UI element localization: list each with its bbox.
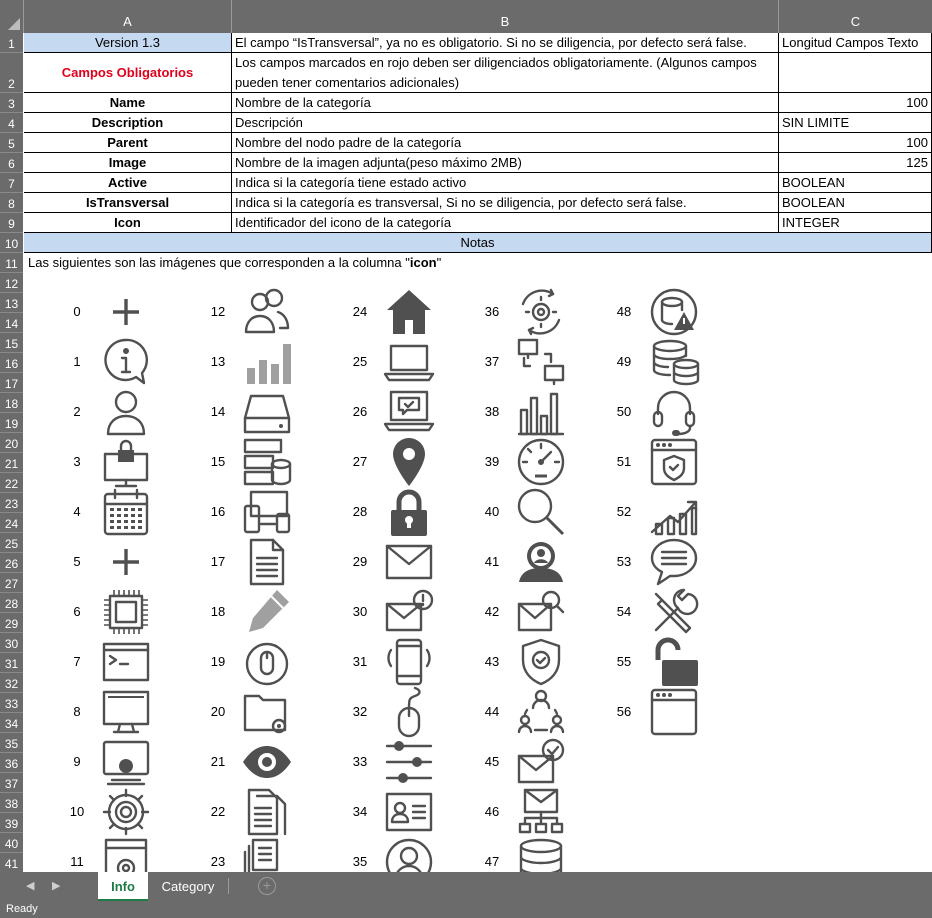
- field-length-cell[interactable]: 125: [779, 153, 932, 173]
- icon-number-label: 2: [73, 404, 81, 419]
- home-icon: [383, 286, 435, 338]
- icon-number-label: 18: [210, 604, 226, 619]
- icon-number-label: 31: [352, 654, 368, 669]
- envelope-alert-icon: [383, 586, 435, 638]
- cell-a11[interactable]: [24, 253, 824, 273]
- icon-number-label: 20: [210, 704, 226, 719]
- speedometer-icon: [515, 436, 567, 488]
- field-length-cell[interactable]: INTEGER: [779, 213, 932, 233]
- icon-number-label: 24: [352, 304, 368, 319]
- row-header[interactable]: 39: [0, 813, 23, 833]
- icon-number-label: 17: [210, 554, 226, 569]
- icon-number-label: 16: [210, 504, 226, 519]
- icon-number-label: 41: [484, 554, 500, 569]
- row-header[interactable]: 38: [0, 793, 23, 813]
- icon-number-label: 26: [352, 404, 368, 419]
- mail-network-icon: [515, 786, 567, 838]
- icon-number-label: 8: [73, 704, 81, 719]
- row-header[interactable]: 35: [0, 733, 23, 753]
- icon-number-label: 46: [484, 804, 500, 819]
- field-description-cell[interactable]: Indica si la categoría es transversal, Si no se diligencia, por defecto será false.: [232, 193, 779, 213]
- row-header[interactable]: 1: [0, 33, 23, 53]
- column-header-c[interactable]: C: [850, 14, 861, 29]
- field-name-cell[interactable]: Active: [24, 173, 232, 193]
- row-header[interactable]: 4: [0, 113, 23, 133]
- scroll-right-icon[interactable]: ▶: [52, 880, 61, 892]
- row-header[interactable]: 11: [0, 253, 23, 273]
- icon-number-label: 7: [73, 654, 81, 669]
- eye-icon: [241, 736, 293, 788]
- icon-number-label: 19: [210, 654, 226, 669]
- row-header[interactable]: 17: [0, 373, 23, 393]
- field-name-cell[interactable]: Name: [24, 93, 232, 113]
- browser-shield-icon: [648, 436, 700, 488]
- icon-number-label: 11: [70, 854, 84, 869]
- hard-drive-icon: [241, 386, 293, 438]
- row-header[interactable]: 19: [0, 413, 23, 433]
- folder-gear-icon: [241, 686, 293, 738]
- laptop-chat-icon: [383, 386, 435, 438]
- icon-number-label: 0: [73, 304, 81, 319]
- icon-number-label: 30: [352, 604, 368, 619]
- map-pin-icon: [383, 436, 435, 488]
- icon-number-label: 44: [484, 704, 500, 719]
- row-header[interactable]: 8: [0, 193, 23, 213]
- row-header[interactable]: 5: [0, 133, 23, 153]
- sliders-icon: [383, 736, 435, 788]
- icon-number-label: 49: [616, 354, 632, 369]
- icon-number-label: 36: [484, 304, 500, 319]
- icon-number-label: 15: [210, 454, 226, 469]
- row-header[interactable]: 13: [0, 293, 23, 313]
- magnifier-icon: [515, 486, 567, 538]
- row-header[interactable]: 18: [0, 393, 23, 413]
- sheet-tab-bar: [0, 872, 932, 901]
- cell-notas[interactable]: Notas: [24, 233, 932, 253]
- field-name-cell[interactable]: IsTransversal: [24, 193, 232, 213]
- tab-separator: [228, 878, 229, 894]
- mouse-icon: [241, 636, 293, 688]
- row-header[interactable]: 7: [0, 173, 23, 193]
- sheet-tab-info[interactable]: Info: [98, 872, 148, 901]
- field-length-cell[interactable]: BOOLEAN: [779, 193, 932, 213]
- row-header[interactable]: 21: [0, 453, 23, 473]
- user-icon: [100, 386, 152, 438]
- icon-number-label: 6: [73, 604, 81, 619]
- mail-search-icon: [515, 586, 567, 638]
- icon-number-label: 53: [616, 554, 632, 569]
- browser-window-icon: [648, 686, 700, 738]
- field-description-cell[interactable]: Descripción: [232, 113, 779, 133]
- row-header[interactable]: 3: [0, 93, 23, 113]
- icons-intro-prefix: Las siguientes son las imágenes que corresponden a la columna ": [28, 255, 410, 270]
- icon-number-label: 54: [616, 604, 632, 619]
- field-description-cell[interactable]: Indica si la categoría tiene estado activo: [232, 173, 779, 193]
- field-length-cell[interactable]: 100: [779, 133, 932, 153]
- mail-check-icon: [515, 736, 567, 788]
- column-header-b[interactable]: B: [232, 0, 779, 33]
- calendar-icon: [100, 486, 152, 538]
- icon-number-label: 52: [616, 504, 632, 519]
- row-header[interactable]: 36: [0, 753, 23, 773]
- field-description-cell[interactable]: Nombre del nodo padre de la categoría: [232, 133, 779, 153]
- select-all-corner[interactable]: [0, 0, 24, 33]
- database-warning-icon: [648, 286, 700, 338]
- field-length-cell[interactable]: 100: [779, 93, 932, 113]
- icon-number-label: 47: [484, 854, 500, 869]
- field-description-cell[interactable]: Identificador del icono de la categoría: [232, 213, 779, 233]
- chat-bubble-icon: [648, 536, 700, 588]
- unlock-icon: [648, 636, 700, 688]
- icon-number-label: 35: [352, 854, 368, 869]
- dashboard-gear-icon: [100, 736, 152, 788]
- users-icon: [241, 286, 293, 338]
- icon-number-label: 48: [616, 304, 632, 319]
- chip-icon: [100, 586, 152, 638]
- icon-number-label: 28: [352, 504, 368, 519]
- cell-b2[interactable]: Los campos marcados en rojo deben ser diligenciados obligatoriamente. (Algunos campos pueden tener comentarios adicionales): [232, 53, 779, 93]
- smartphone-icon: [383, 636, 435, 688]
- refresh-gear-icon: [515, 286, 567, 338]
- cell-b1[interactable]: El campo “IsTransversal”, ya no es obligatorio. Si no se diligencia, por defecto será false.: [232, 33, 779, 53]
- row-header[interactable]: 24: [0, 513, 23, 533]
- row-header[interactable]: 16: [0, 353, 23, 373]
- server-database-icon: [241, 436, 293, 488]
- databases-icon: [648, 336, 700, 388]
- icon-number-label: 32: [352, 704, 368, 719]
- icon-number-label: 29: [352, 554, 368, 569]
- network-icon: [515, 336, 567, 388]
- row-header[interactable]: 26: [0, 553, 23, 573]
- row-header[interactable]: 33: [0, 693, 23, 713]
- field-length-cell[interactable]: BOOLEAN: [779, 173, 932, 193]
- info-bubble-icon: [100, 336, 152, 388]
- row-header[interactable]: 9: [0, 213, 23, 233]
- field-description-cell[interactable]: Nombre de la categoría: [232, 93, 779, 113]
- scroll-left-icon[interactable]: ◀: [26, 880, 35, 892]
- monitor-lock-icon: [100, 436, 152, 488]
- field-description-cell[interactable]: Nombre de la imagen adjunta(peso máximo 2MB): [232, 153, 779, 173]
- icon-number-label: 45: [484, 754, 500, 769]
- cell-a2[interactable]: Campos Obligatorios: [24, 53, 232, 93]
- row-header[interactable]: 22: [0, 473, 23, 493]
- row-header[interactable]: 12: [0, 273, 23, 293]
- plus-icon: [100, 286, 152, 338]
- icon-number-label: 10: [69, 804, 85, 819]
- envelope-icon: [383, 536, 435, 588]
- icon-number-label: 33: [352, 754, 368, 769]
- growth-chart-icon: [648, 486, 700, 538]
- icon-number-label: 38: [484, 404, 500, 419]
- field-name-cell[interactable]: Description: [24, 113, 232, 133]
- pencil-icon: [241, 586, 293, 638]
- row-header[interactable]: 34: [0, 713, 23, 733]
- monitor-icon: [100, 686, 152, 738]
- documents-icon: [241, 786, 293, 838]
- row-header[interactable]: 15: [0, 333, 23, 353]
- icon-number-label: 5: [73, 554, 81, 569]
- icons-intro-bold: icon: [409, 255, 437, 270]
- row-header[interactable]: 14: [0, 313, 23, 333]
- icon-number-label: 56: [616, 704, 632, 719]
- icon-number-label: 25: [352, 354, 368, 369]
- icon-number-label: 39: [484, 454, 500, 469]
- column-header-bar: [0, 0, 932, 33]
- team-cycle-icon: [515, 686, 567, 738]
- column-header-a[interactable]: A: [24, 0, 232, 33]
- icon-number-label: 14: [210, 404, 226, 419]
- row-header[interactable]: 40: [0, 833, 23, 853]
- row-header[interactable]: 29: [0, 613, 23, 633]
- icon-number-label: 22: [210, 804, 226, 819]
- padlock-icon: [383, 486, 435, 538]
- icons-intro-suffix: ": [436, 255, 442, 270]
- row-header[interactable]: 10: [0, 233, 23, 253]
- row-header[interactable]: 6: [0, 153, 23, 173]
- row-header[interactable]: 41: [0, 853, 23, 873]
- icon-number-label: 40: [484, 504, 500, 519]
- icon-number-label: 1: [73, 354, 81, 369]
- row-header[interactable]: 20: [0, 433, 23, 453]
- shield-check-icon: [515, 636, 567, 688]
- bar-graph-icon: [515, 386, 567, 438]
- row-header[interactable]: 27: [0, 573, 23, 593]
- row-header[interactable]: 30: [0, 633, 23, 653]
- row-header[interactable]: 31: [0, 653, 23, 673]
- cell-c1[interactable]: Longitud Campos Texto: [779, 33, 932, 53]
- laptop-icon: [383, 336, 435, 388]
- icon-number-label: 9: [73, 754, 81, 769]
- row-header[interactable]: 23: [0, 493, 23, 513]
- icon-number-label: 21: [210, 754, 226, 769]
- icon-number-label: 34: [352, 804, 368, 819]
- icon-number-label: 42: [484, 604, 500, 619]
- mouse-cable-icon: [383, 686, 435, 738]
- plus-icon: [100, 536, 152, 588]
- tools-icon: [648, 586, 700, 638]
- cell-c2[interactable]: [779, 53, 932, 93]
- field-name-cell[interactable]: Parent: [24, 133, 232, 153]
- headset-icon: [648, 386, 700, 438]
- icon-number-label: 55: [616, 654, 632, 669]
- id-card-icon: [383, 786, 435, 838]
- select-all-triangle-icon: [8, 18, 20, 30]
- status-bar: Ready: [0, 901, 932, 918]
- field-name-cell[interactable]: Image: [24, 153, 232, 173]
- field-name-cell[interactable]: Icon: [24, 213, 232, 233]
- gear-icon: [100, 786, 152, 838]
- row-header[interactable]: 25: [0, 533, 23, 553]
- field-length-cell[interactable]: SIN LIMITE: [779, 113, 932, 133]
- icon-number-label: 4: [73, 504, 81, 519]
- icon-number-label: 3: [73, 454, 81, 469]
- user-search-icon: [515, 536, 567, 588]
- icon-number-label: 43: [484, 654, 500, 669]
- icon-number-label: 27: [352, 454, 368, 469]
- icon-number-label: 51: [616, 454, 632, 469]
- icon-number-label: 12: [210, 304, 226, 319]
- add-sheet-icon[interactable]: +: [258, 877, 276, 895]
- sheet-tab-category[interactable]: Category: [161, 879, 215, 894]
- icon-number-label: 13: [210, 354, 226, 369]
- row-header[interactable]: 32: [0, 673, 23, 693]
- document-icon: [241, 536, 293, 588]
- terminal-icon: [100, 636, 152, 688]
- devices-icon: [241, 486, 293, 538]
- bar-chart-icon: [241, 336, 293, 388]
- row-header[interactable]: 28: [0, 593, 23, 613]
- icon-number-label: 23: [210, 854, 226, 869]
- row-header[interactable]: 2: [0, 53, 23, 93]
- icon-number-label: 37: [484, 354, 500, 369]
- icon-number-label: 50: [616, 404, 632, 419]
- cell-a1[interactable]: Version 1.3: [24, 33, 232, 53]
- row-header[interactable]: 37: [0, 773, 23, 793]
